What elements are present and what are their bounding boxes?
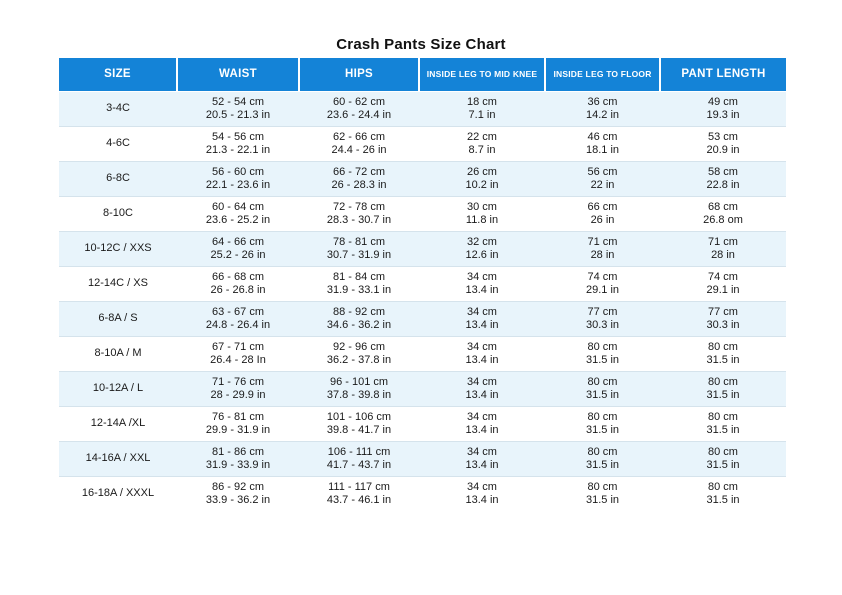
measurement-line: 80 cm: [708, 410, 738, 423]
size-cell: 3-4C: [59, 91, 177, 126]
measurement-line: 76 - 81 cm: [212, 410, 264, 423]
measurement-line: 12.6 in: [465, 248, 499, 261]
measurement-line: 10.2 in: [465, 178, 499, 191]
measurement-line: 41.7 - 43.7 in: [326, 458, 392, 471]
measurement-line: 23.6 - 25.2 in: [205, 213, 271, 226]
measurement-line: 30.3 in: [585, 318, 620, 331]
inside-leg-to-mid-knee-cell: [419, 231, 545, 266]
measurement-line: 13.4 in: [465, 493, 499, 506]
table-header: [59, 58, 786, 91]
measurement-line: 18.1 in: [585, 143, 620, 156]
size-cell: 6-8A / S: [59, 301, 177, 336]
size-cell: 14-16A / XXL: [59, 441, 177, 476]
measurement-line: 80 cm: [587, 445, 618, 458]
measurement-line: 7.1 in: [468, 108, 496, 121]
measurement-line: 71 - 76 cm: [212, 375, 264, 388]
measurement-line: 26 - 26.8 in: [210, 283, 266, 296]
measurement-line: 63 - 67 cm: [212, 305, 264, 318]
measurement-line: 66 - 68 cm: [212, 270, 264, 283]
measurement-line: 96 - 101 cm: [329, 375, 389, 388]
measurement-line: 77 cm: [708, 305, 738, 318]
pant-length-cell: [660, 336, 786, 371]
measurement-line: 60 - 64 cm: [212, 200, 264, 213]
measurement-line: 64 - 66 cm: [212, 235, 264, 248]
header-row: [59, 58, 786, 91]
measurement-line: 80 cm: [708, 340, 738, 353]
measurement-line: 20.9 in: [706, 143, 740, 156]
measurement-line: 52 - 54 cm: [212, 95, 264, 108]
measurement-line: 81 - 86 cm: [212, 445, 264, 458]
measurement-line: 34 cm: [467, 480, 497, 493]
measurement-line: 34 cm: [467, 445, 497, 458]
table-row: [59, 441, 786, 476]
table-body: [59, 91, 786, 511]
waist-cell: [177, 301, 299, 336]
measurement-line: 13.4 in: [465, 458, 499, 471]
table-row: [59, 371, 786, 406]
measurement-line: 26 - 28.3 in: [331, 178, 387, 191]
measurement-line: 31.9 - 33.1 in: [326, 283, 392, 296]
measurement-line: 80 cm: [587, 340, 618, 353]
inside-leg-to-mid-knee-cell: [419, 266, 545, 301]
size-cell: 6-8C: [59, 161, 177, 196]
column-header-size: SIZE: [59, 58, 177, 91]
inside-leg-to-floor-cell: [545, 161, 660, 196]
measurement-line: 101 - 106 cm: [326, 410, 392, 423]
table-row: [59, 91, 786, 126]
hips-cell: [299, 231, 419, 266]
measurement-line: 34 cm: [467, 305, 497, 318]
hips-cell: [299, 441, 419, 476]
measurement-line: 31.5 in: [585, 353, 620, 366]
waist-cell: [177, 231, 299, 266]
measurement-line: 34 cm: [467, 270, 497, 283]
inside-leg-to-mid-knee-cell: [419, 476, 545, 511]
inside-leg-to-mid-knee-cell: [419, 406, 545, 441]
measurement-line: 78 - 81 cm: [333, 235, 385, 248]
measurement-line: 43.7 - 46.1 in: [326, 493, 392, 506]
measurement-line: 66 cm: [587, 200, 618, 213]
waist-cell: [177, 196, 299, 231]
waist-cell: [177, 336, 299, 371]
measurement-line: 33.9 - 36.2 in: [205, 493, 271, 506]
inside-leg-to-mid-knee-cell: [419, 441, 545, 476]
inside-leg-to-mid-knee-cell: [419, 126, 545, 161]
size-cell: 8-10C: [59, 196, 177, 231]
measurement-line: 30 cm: [467, 200, 497, 213]
inside-leg-to-mid-knee-cell: [419, 371, 545, 406]
inside-leg-to-floor-cell: [545, 441, 660, 476]
inside-leg-to-floor-cell: [545, 91, 660, 126]
waist-cell: [177, 406, 299, 441]
measurement-line: 46 cm: [587, 130, 618, 143]
inside-leg-to-mid-knee-cell: [419, 336, 545, 371]
measurement-line: 58 cm: [708, 165, 738, 178]
measurement-line: 34.6 - 36.2 in: [326, 318, 392, 331]
measurement-line: 20.5 - 21.3 in: [205, 108, 271, 121]
hips-cell: [299, 126, 419, 161]
pant-length-cell: [660, 161, 786, 196]
measurement-line: 31.5 in: [585, 493, 620, 506]
measurement-line: 80 cm: [587, 480, 618, 493]
table-row: [59, 126, 786, 161]
inside-leg-to-floor-cell: [545, 371, 660, 406]
size-cell: 12-14A /XL: [59, 406, 177, 441]
measurement-line: 22.8 in: [706, 178, 740, 191]
table-row: [59, 301, 786, 336]
measurement-line: 30.3 in: [706, 318, 740, 331]
measurement-line: 31.5 in: [706, 388, 740, 401]
measurement-line: 92 - 96 cm: [333, 340, 385, 353]
measurement-line: 86 - 92 cm: [212, 480, 264, 493]
measurement-line: 34 cm: [467, 410, 497, 423]
hips-cell: [299, 336, 419, 371]
size-chart-table: [59, 58, 786, 511]
measurement-line: 14.2 in: [585, 108, 620, 121]
column-header-waist: WAIST: [177, 58, 299, 91]
hips-cell: [299, 266, 419, 301]
waist-cell: [177, 441, 299, 476]
measurement-line: 24.8 - 26.4 in: [205, 318, 271, 331]
waist-cell: [177, 161, 299, 196]
measurement-line: 11.8 in: [465, 213, 499, 226]
pant-length-cell: [660, 126, 786, 161]
measurement-line: 28.3 - 30.7 in: [326, 213, 392, 226]
measurement-line: 13.4 in: [465, 283, 499, 296]
hips-cell: [299, 371, 419, 406]
inside-leg-to-floor-cell: [545, 196, 660, 231]
page-title: Crash Pants Size Chart: [336, 36, 506, 53]
measurement-line: 39.8 - 41.7 in: [326, 423, 392, 436]
measurement-line: 80 cm: [708, 445, 738, 458]
waist-cell: [177, 91, 299, 126]
pant-length-cell: [660, 441, 786, 476]
measurement-line: 31.5 in: [585, 423, 620, 436]
measurement-line: 49 cm: [708, 95, 738, 108]
measurement-line: 74 cm: [708, 270, 738, 283]
measurement-line: 24.4 - 26 in: [331, 143, 387, 156]
measurement-line: 28 - 29.9 in: [210, 388, 266, 401]
measurement-line: 28 in: [590, 248, 615, 261]
inside-leg-to-floor-cell: [545, 126, 660, 161]
table-row: [59, 161, 786, 196]
measurement-line: 72 - 78 cm: [333, 200, 385, 213]
measurement-line: 29.1 in: [706, 283, 740, 296]
table-row: [59, 266, 786, 301]
measurement-line: 23.6 - 24.4 in: [326, 108, 392, 121]
measurement-line: 32 cm: [467, 235, 497, 248]
measurement-line: 29.1 in: [585, 283, 620, 296]
measurement-line: 54 - 56 cm: [212, 130, 264, 143]
pant-length-cell: [660, 231, 786, 266]
inside-leg-to-floor-cell: [545, 406, 660, 441]
measurement-line: 74 cm: [587, 270, 618, 283]
measurement-line: 26 cm: [467, 165, 497, 178]
measurement-line: 31.5 in: [585, 458, 620, 471]
measurement-line: 68 cm: [708, 200, 738, 213]
hips-cell: [299, 161, 419, 196]
measurement-line: 88 - 92 cm: [333, 305, 385, 318]
measurement-line: 26 in: [590, 213, 615, 226]
measurement-line: 34 cm: [467, 375, 497, 388]
waist-cell: [177, 476, 299, 511]
inside-leg-to-mid-knee-cell: [419, 91, 545, 126]
measurement-line: 80 cm: [587, 375, 618, 388]
column-header-inside-leg-to-mid-knee: INSIDE LEG TO MID KNEE: [419, 58, 545, 91]
size-cell: 16-18A / XXXL: [81, 487, 155, 500]
measurement-line: 26.8 om: [703, 213, 743, 226]
table-row: [59, 231, 786, 266]
size-cell: 8-10A / M: [59, 336, 177, 371]
pant-length-cell: [660, 91, 786, 126]
measurement-line: 71 cm: [708, 235, 738, 248]
measurement-line: 31.9 - 33.9 in: [205, 458, 271, 471]
measurement-line: 31.5 in: [706, 353, 740, 366]
measurement-line: 30.7 - 31.9 in: [326, 248, 392, 261]
measurement-line: 53 cm: [708, 130, 738, 143]
hips-cell: [299, 406, 419, 441]
waist-cell: [177, 266, 299, 301]
measurement-line: 77 cm: [587, 305, 618, 318]
pant-length-cell: [660, 301, 786, 336]
measurement-line: 13.4 in: [465, 318, 499, 331]
size-cell: 12-14C / XS: [59, 266, 177, 301]
measurement-line: 80 cm: [587, 410, 618, 423]
column-header-inside-leg-to-floor: INSIDE LEG TO FLOOR: [545, 58, 660, 91]
measurement-line: 111 - 117 cm: [328, 480, 390, 493]
measurement-line: 22 in: [590, 178, 615, 191]
measurement-line: 25.2 - 26 in: [210, 248, 266, 261]
inside-leg-to-floor-cell: [545, 266, 660, 301]
measurement-line: 21.3 - 22.1 in: [205, 143, 271, 156]
measurement-line: 56 - 60 cm: [212, 165, 264, 178]
measurement-line: 36.2 - 37.8 in: [326, 353, 392, 366]
column-header-pant-length: PANT LENGTH: [660, 58, 786, 91]
size-cell: 4-6C: [59, 126, 177, 161]
measurement-line: 106 - 111 cm: [327, 445, 391, 458]
measurement-line: 31.5 in: [706, 423, 740, 436]
measurement-line: 13.4 in: [465, 388, 499, 401]
measurement-line: 13.4 in: [465, 423, 499, 436]
waist-cell: [177, 126, 299, 161]
pant-length-cell: [660, 406, 786, 441]
measurement-line: 34 cm: [467, 340, 497, 353]
pant-length-cell: [660, 371, 786, 406]
hips-cell: [299, 301, 419, 336]
measurement-line: 81 - 84 cm: [333, 270, 385, 283]
hips-cell: [299, 91, 419, 126]
measurement-line: 67 - 71 cm: [212, 340, 264, 353]
table-row: [59, 476, 786, 511]
inside-leg-to-floor-cell: [545, 336, 660, 371]
column-header-hips: HIPS: [299, 58, 419, 91]
pant-length-cell: [660, 266, 786, 301]
measurement-line: 80 cm: [708, 375, 738, 388]
waist-cell: [177, 371, 299, 406]
measurement-line: 8.7 in: [468, 143, 496, 156]
measurement-line: 18 cm: [467, 95, 497, 108]
table-row: [59, 196, 786, 231]
inside-leg-to-mid-knee-cell: [419, 301, 545, 336]
measurement-line: 31.5 in: [706, 458, 740, 471]
measurement-line: 19.3 in: [706, 108, 740, 121]
measurement-line: 80 cm: [708, 480, 738, 493]
measurement-line: 31.5 in: [706, 493, 740, 506]
measurement-line: 60 - 62 cm: [333, 95, 385, 108]
inside-leg-to-floor-cell: [545, 301, 660, 336]
table-row: [59, 336, 786, 371]
measurement-line: 28 in: [711, 248, 735, 261]
measurement-line: 22.1 - 23.6 in: [205, 178, 271, 191]
measurement-line: 29.9 - 31.9 in: [205, 423, 271, 436]
measurement-line: 13.4 in: [465, 353, 499, 366]
hips-cell: [299, 476, 419, 511]
size-cell: 10-12C / XXS: [59, 231, 177, 266]
measurement-line: 22 cm: [467, 130, 497, 143]
measurement-line: 56 cm: [587, 165, 618, 178]
pant-length-cell: [660, 196, 786, 231]
measurement-line: 26.4 - 28 In: [210, 353, 266, 366]
inside-leg-to-mid-knee-cell: [419, 196, 545, 231]
hips-cell: [299, 196, 419, 231]
measurement-line: 36 cm: [587, 95, 618, 108]
measurement-line: 71 cm: [587, 235, 618, 248]
inside-leg-to-floor-cell: [545, 231, 660, 266]
table-row: [59, 406, 786, 441]
measurement-line: 31.5 in: [585, 388, 620, 401]
pant-length-cell: [660, 476, 786, 511]
measurement-line: 37.8 - 39.8 in: [326, 388, 392, 401]
inside-leg-to-floor-cell: [545, 476, 660, 511]
inside-leg-to-mid-knee-cell: [419, 161, 545, 196]
measurement-line: 62 - 66 cm: [333, 130, 385, 143]
measurement-line: 66 - 72 cm: [333, 165, 385, 178]
size-cell: 10-12A / L: [59, 371, 177, 406]
